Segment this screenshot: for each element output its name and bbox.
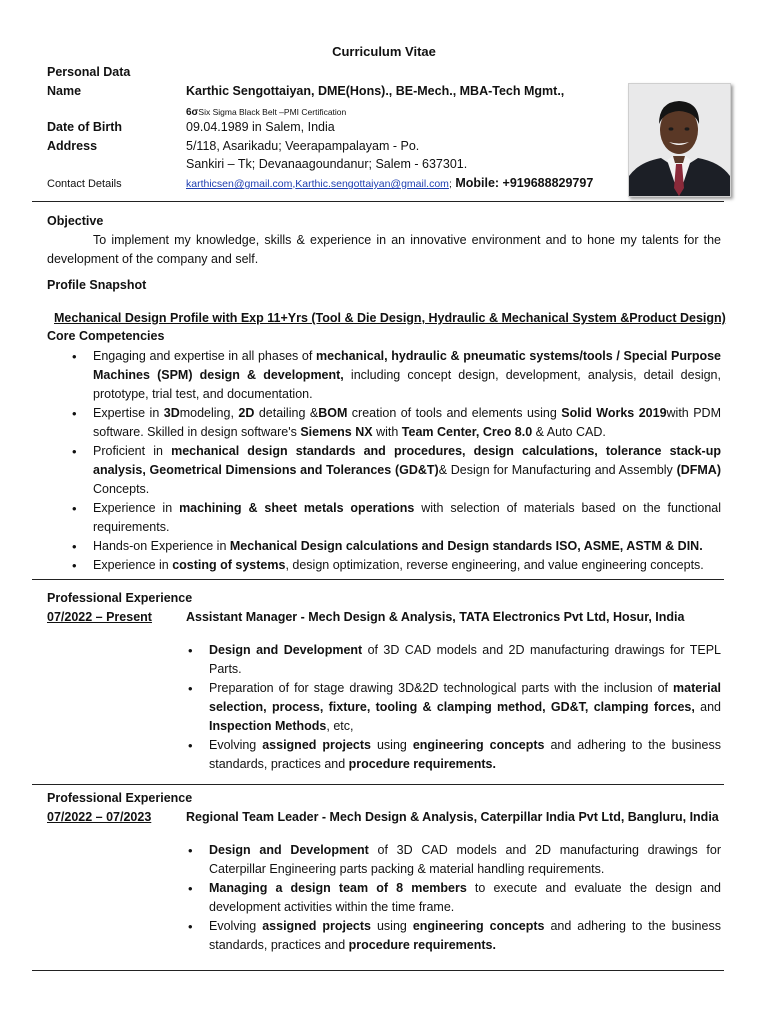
list-item: • Expertise in 3Dmodeling, 2D detailing &BOM creation of tools and elements using Solid Works 2019with PDM software. Skilled in design software's Siemens NX with Team Center, Creo 8.0 & Auto CAD. xyxy=(93,404,721,442)
list-item: • Proficient in mechanical design standards and procedures, design calculations, tolerance stack-up analysis, Geometrical Dimensions and Tolerances (GD&T)& Design for Manufacturing and Assembly (DFMA) Concepts. xyxy=(93,442,721,499)
list-item: • Managing a design team of 8 members to execute and evaluate the design and development activities within the time frame. xyxy=(209,879,721,917)
name-label: Name xyxy=(47,84,82,98)
profile-subheading: Mechanical Design Profile with Exp 11+Yrs (Tool & Die Design, Hydraulic & Mechanical System &Product Design) xyxy=(54,311,726,325)
address-line-2: Sankiri – Tk; Devanaagoundanur; Salem - 637301. xyxy=(186,157,468,171)
mobile-number: Mobile: +919688829797 xyxy=(455,176,594,190)
person-photo-icon xyxy=(629,84,730,196)
address-label: Address xyxy=(47,139,98,153)
list-item: • Design and Development of 3D CAD models and 2D manufacturing drawings for TEPL Parts. xyxy=(209,641,721,679)
experience-role-2: Regional Team Leader - Mech Design & Analysis, Caterpillar India Pvt Ltd, Bangluru, India xyxy=(186,810,719,824)
address-line-1: 5/118, Asarikadu; Veerapampalayam - Po. xyxy=(186,139,420,153)
divider xyxy=(32,201,724,202)
experience-1-list xyxy=(209,641,721,774)
list-item: • Hands-on Experience in Mechanical Design calculations and Design standards ISO, ASME, ASTM & DIN. xyxy=(93,537,721,556)
divider xyxy=(32,970,724,971)
name-value: Karthic Sengottaiyan, DME(Hons)., BE-Mech., MBA-Tech Mgmt., xyxy=(186,84,565,98)
email-separator: , xyxy=(292,178,296,190)
experience-period-1: 07/2022 – Present Assistant Manager - Mech Design & Analysis, TATA Electronics Pvt Ltd, Hosur, India xyxy=(47,610,685,624)
divider xyxy=(32,579,724,580)
list-item: • Design and Development of 3D CAD models and 2D manufacturing drawings for Caterpillar Engineering parts packing & material handling requirements. xyxy=(209,841,721,879)
person-photo xyxy=(628,83,731,197)
list-item: • Engaging and expertise in all phases of mechanical, hydraulic & pneumatic systems/tools / Special Purpose Machines (SPM) design & development, including concept design, development, analysis, detail design, prototype, trial test, and documentation. xyxy=(93,347,721,404)
contact-value xyxy=(186,176,593,190)
experience-heading-1: Professional Experience xyxy=(47,591,193,605)
objective-heading: Objective xyxy=(47,214,104,228)
experience-heading-2: Professional Experience xyxy=(47,791,193,805)
list-item: • Experience in costing of systems, design optimization, reverse engineering, and value engineering concepts. xyxy=(93,556,721,575)
document-title: Curriculum Vitae xyxy=(332,44,436,59)
profile-snapshot-heading: Profile Snapshot xyxy=(47,278,147,292)
dob-value: 09.04.1989 in Salem, India xyxy=(186,120,335,134)
certification-line xyxy=(186,104,346,118)
experience-2-list xyxy=(209,841,721,955)
contact-label: Contact Details xyxy=(47,178,122,190)
email-link-2[interactable]: Karthic.sengottaiyan@gmail.com xyxy=(295,178,449,190)
personal-data-heading: Personal Data xyxy=(47,65,131,79)
list-item: • Experience in machining & sheet metals operations with selection of materials based on the functional requirements. xyxy=(93,499,721,537)
list-item: • Evolving assigned projects using engineering concepts and adhering to the business standards, practices and procedure requirements. xyxy=(209,736,721,774)
email-link-1[interactable]: karthicsen@gmail.com xyxy=(186,178,293,190)
objective-text: To implement my knowledge, skills & experience in an innovative environment and to hone my talents for the development of the company and self. xyxy=(47,233,721,266)
core-competencies-list xyxy=(93,347,721,575)
dob-label: Date of Birth xyxy=(47,120,122,134)
list-item: • Evolving assigned projects using engineering concepts and adhering to the business standards, practices and procedure requirements. xyxy=(209,917,721,955)
list-item: • Preparation of for stage drawing 3D&2D technological parts with the inclusion of material selection, process, fixture, tooling & clamping method, GD&T, clamping forces, and Inspection Methods, etc, xyxy=(209,679,721,736)
sigma-symbol: 6σ xyxy=(186,107,199,118)
experience-role-1: Assistant Manager - Mech Design & Analysis, TATA Electronics Pvt Ltd, Hosur, India xyxy=(186,610,685,624)
experience-period-2: 07/2022 – 07/2023 Regional Team Leader - Mech Design & Analysis, Caterpillar India Pvt Ltd, Bangluru, India xyxy=(47,810,719,824)
email-end: ; xyxy=(448,178,452,190)
divider xyxy=(32,784,724,785)
core-competencies-heading: Core Competencies xyxy=(47,329,165,343)
certification-value: Six Sigma Black Belt –PMI Certification xyxy=(198,107,347,117)
